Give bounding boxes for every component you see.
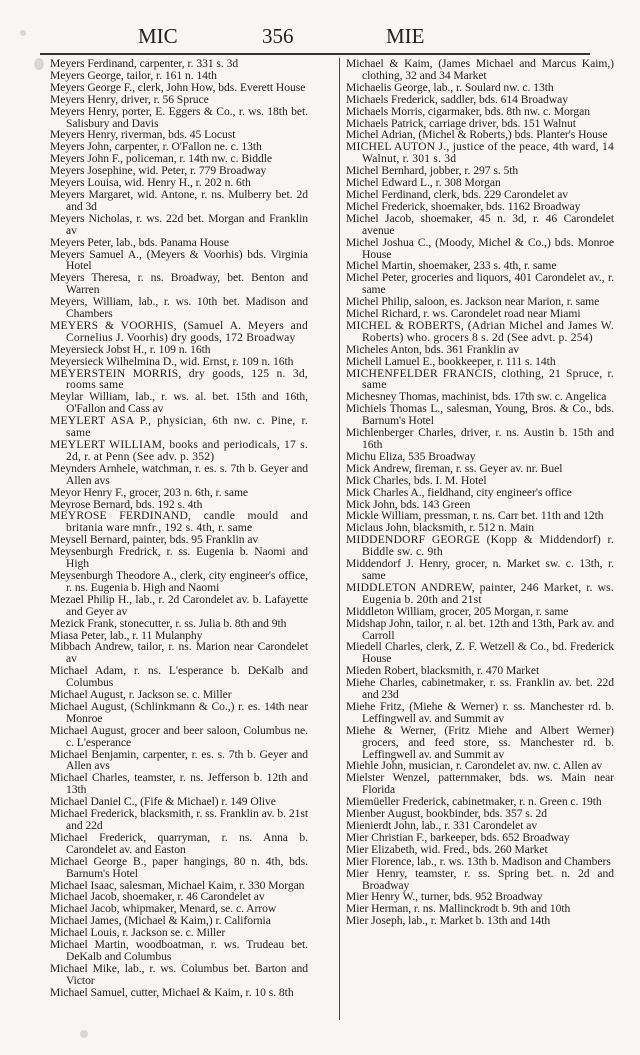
directory-entry: MIDDLETON ANDREW, painter, 246 Market, r. ws. Eugenia b. 20th and 21st: [346, 580, 614, 606]
directory-entry: Michael Isaac, salesman, Michael Kaim, r. 330 Morgan: [50, 878, 305, 892]
ink-smudge: [34, 58, 44, 70]
directory-entry: Michesney Thomas, machinist, bds. 17th sw. c. Angelica: [346, 390, 607, 404]
directory-entry: Michael Daniel C., (Fife & Michael) r. 149 Olive: [50, 795, 276, 809]
directory-entry: MEYLERT WILLIAM, books and periodicals, 17 s. 2d, r. at Penn (See adv. p. 352): [50, 438, 308, 463]
directory-entry: Mier Elizabeth, wid. Fred., bds. 260 Market: [346, 842, 548, 856]
directory-entry: Michael August, (Schlinkmann & Co.,) r. es. 14th near Monroe: [50, 699, 308, 725]
directory-entry: Meyersieck Wilhelmina D., wid. Ernst, r. 109 n. 16th: [50, 354, 294, 368]
directory-entry: Michel Bernhard, jobber, r. 297 s. 5th: [346, 164, 519, 178]
directory-entry: Meyers John, carpenter, r. O'Fallon ne. c. 13th: [50, 140, 262, 154]
directory-entry: Miclaus John, blacksmith, r. 512 n. Main: [346, 521, 534, 535]
page-number: 356: [262, 24, 294, 48]
directory-entry: Michael Adam, r. ns. L'esperance b. DeKalb and Columbus: [50, 664, 308, 690]
directory-entry: Mick Andrew, fireman, r. ss. Geyer av. nr. Buel: [346, 461, 563, 475]
directory-entry: Meyers Nicholas, r. ws. 22d bet. Morgan and Franklin av: [50, 211, 308, 237]
directory-entry: Michael August, grocer and beer saloon, Columbus ne. c. L'esperance: [50, 723, 308, 749]
directory-entry: Meyers George, tailor, r. 161 n. 14th: [50, 68, 217, 82]
directory-entry: Miedell Charles, clerk, Z. F. Wetzell & Co., bd. Frederick House: [346, 640, 614, 666]
directory-entry: Meysell Bernard, painter, bds. 95 Franklin av: [50, 533, 259, 547]
directory-entry: Meynders Arnhele, watchman, r. es. s. 7th b. Geyer and Allen avs: [50, 461, 308, 487]
directory-entry: MICHEL & ROBERTS, (Adrian Michel and James W. Roberts) who. grocers 8 s. 2d (See advt. p. 254): [346, 318, 614, 344]
directory-entry: Meyersieck Jobst H., r. 109 n. 16th: [50, 342, 211, 356]
directory-entry: Michaels Patrick, carriage driver, bds. 151 Walnut: [346, 116, 576, 130]
directory-entry: Michel Edward L., r. 308 Morgan: [346, 176, 501, 190]
directory-entry: Meyers, William, lab., r. ws. 10th bet. Madison and Chambers: [50, 295, 308, 321]
directory-entry: Middendorf J. Henry, grocer, n. Market sw. c. 13th, r. same: [346, 557, 614, 582]
directory-entry: Michael Charles, teamster, r. ns. Jefferson b. 12th and 13th: [50, 771, 308, 797]
directory-entry: Michael Mike, lab., r. ws. Columbus bet. Barton and Victor: [50, 961, 308, 987]
directory-entry: Michell Lamuel E., bookkeeper, r. 111 s. 14th: [346, 354, 556, 368]
directory-entry: MIDDENDORF GEORGE (Kopp & Middendorf) r. Biddle sw. c. 9th: [346, 533, 614, 559]
directory-entry: MEYROSE FERDINAND, candle mould and britania ware mnfr., 192 s. 4th, r. same: [50, 509, 308, 535]
directory-entry: Mier Christian F., barkeeper, bds. 652 Broadway: [346, 830, 570, 844]
directory-entry: Michaels Frederick, saddler, bds. 614 Broadway: [346, 92, 568, 106]
directory-entry: Mier Henry W., turner, bds. 952 Broadway: [346, 890, 543, 904]
directory-entry: Mick Charles A., fieldhand, city engineer's office: [346, 485, 572, 499]
directory-entry: Michel Joshua C., (Moody, Michel & Co.,) bds. Monroe House: [346, 235, 614, 261]
directory-entry: Miehle John, musician, r. Carondelet av. nw. c. Allen av: [346, 759, 603, 773]
directory-entry: Meyers Margaret, wid. Antone, r. ns. Mulberry bet. 2d and 3d: [50, 187, 308, 213]
directory-entry: MEYERS & VOORHIS, (Samuel A. Meyers and Cornelius J. Voorhis) dry goods, 172 Broadway: [50, 318, 308, 344]
directory-entry: Michael Benjamin, carpenter, r. es. s. 7th b. Geyer and Allen avs: [50, 747, 308, 773]
directory-entry: Mielster Wenzel, patternmaker, bds. ws. Main near Florida: [346, 771, 614, 797]
directory-entry: Meyers George F., clerk, John How, bds. Everett House: [50, 80, 306, 94]
directory-entry: Miehe Charles, cabinetmaker, r. ss. Franklin av. bet. 22d and 23d: [346, 676, 614, 702]
directory-entry: Michaels Morris, cigarmaker, bds. 8th nw. c. Morgan: [346, 104, 590, 118]
directory-entry: Micheles Anton, bds. 361 Franklin av: [346, 342, 520, 356]
right-column: [346, 58, 614, 927]
left-column: [50, 58, 308, 999]
directory-entry: Meyers Samuel A., (Meyers & Voorhis) bds. Virginia Hotel: [50, 247, 308, 273]
directory-entry: Mieden Robert, blacksmith, r. 470 Market: [346, 664, 540, 678]
directory-entry: Michlenberger Charles, driver, r. ns. Austin b. 15th and 16th: [346, 426, 614, 451]
directory-entry: Michael Jacob, shoemaker, r. 46 Carondelet av: [50, 890, 265, 904]
directory-entry: Michael Frederick, quarryman, r. ns. Anna b. Carondelet av. and Easton: [50, 830, 308, 856]
directory-entry: Michel Ferdinand, clerk, bds. 229 Carondelet av: [346, 187, 569, 201]
directory-entry: Midshap John, tailor, r. al. bet. 12th and 13th, Park av. and Carroll: [346, 616, 614, 642]
directory-entry: Michel Richard, r. ws. Carondelet road near Miami: [346, 307, 581, 321]
directory-entry: Mienber August, bookbinder, bds. 357 s. 2d: [346, 807, 547, 821]
directory-entry: Miehe & Werner, (Fritz Miehe and Albert Werner) grocers, and feed store, ss. Manchester rd. b. Leffingwell av. and Summit av: [346, 723, 614, 761]
page-header: [40, 24, 640, 52]
directory-entry: Michael Jacob, whipmaker, Menard, se. c. Arrow: [50, 902, 277, 916]
directory-entry: Meyers Theresa, r. ns. Broadway, bet. Benton and Warren: [50, 271, 308, 297]
directory-entry: Michael Samuel, cutter, Michael & Kaim, r. 10 s. 8th: [50, 985, 294, 999]
directory-entry: MICHEL AUTON J., justice of the peace, 4th ward, 14 Walnut, r. 301 s. 3d: [346, 140, 614, 166]
directory-entry: Michel Jacob, shoemaker, 45 n. 3d, r. 46 Carondelet avenue: [346, 211, 614, 237]
directory-entry: Michael James, (Michael & Kaim,) r. California: [50, 914, 271, 928]
directory-entry: Meyrose Bernard, bds. 192 s. 4th: [50, 497, 203, 511]
directory-entry: Michael August, r. Jackson se. c. Miller: [50, 688, 232, 702]
directory-entry: MEYERSTEIN MORRIS, dry goods, 125 n. 3d, rooms same: [50, 366, 308, 392]
left-guide-word: MIC: [138, 24, 178, 48]
directory-entry: Mier Herman, r. ns. Mallinckrodt b. 9th and 10th: [346, 902, 571, 916]
directory-entry: Mier Florence, lab., r. ws. 13th b. Madison and Chambers: [346, 854, 611, 868]
directory-entry: Michel Adrian, (Michel & Roberts,) bds. Planter's House: [346, 128, 608, 142]
directory-entry: Michel Martin, shoemaker, 233 s. 4th, r. same: [346, 259, 557, 273]
directory-entry: Mick John, bds. 143 Green: [346, 497, 471, 511]
directory-entry: Meyers Louisa, wid. Henry H., r. 202 n. 6th: [50, 176, 251, 190]
directory-entry: Michel Peter, groceries and liquors, 401 Carondelet av., r. same: [346, 271, 614, 297]
directory-entry: Michael Frederick, blacksmith, r. ss. Franklin av. b. 21st and 22d: [50, 807, 308, 832]
directory-entry: Michael George B., paper hangings, 80 n. 4th, bds. Barnum's Hotel: [50, 854, 308, 880]
directory-entry: Michiels Thomas L., salesman, Young, Bros. & Co., bds. Barnum's Hotel: [346, 402, 614, 428]
directory-entry: Meyers Josephine, wid. Peter, r. 779 Broadway: [50, 164, 267, 178]
directory-entry: Mezael Philip H., lab., r. 2d Carondelet av. b. Lafayette and Geyer av: [50, 592, 308, 618]
directory-entry: Mienierdt John, lab., r. 331 Carondelet av: [346, 819, 538, 832]
directory-entry: Meylar William, lab., r. ws. al. bet. 15th and 16th, O'Fallon and Cass av: [50, 390, 308, 416]
right-guide-word: MIE: [386, 24, 425, 48]
directory-entry: Mezick Frank, stonecutter, r. ss. Julia b. 8th and 9th: [50, 616, 287, 630]
directory-entry: Michael Martin, woodboatman, r. ws. Trudeau bet. DeKalb and Columbus: [50, 938, 308, 963]
directory-entry: Mick Charles, bds. I. M. Hotel: [346, 473, 487, 487]
directory-entry: Miasa Peter, lab., r. 11 Mulanphy: [50, 628, 203, 642]
directory-entry: Miemüeller Frederick, cabinetmaker, r. n. Green c. 19th: [346, 795, 602, 809]
directory-entry: Michael & Kaim, (James Michael and Marcus Kaim,) clothing, 32 and 34 Market: [346, 57, 614, 82]
directory-entry: Meyers Henry, porter, E. Eggers & Co., r. ws. 18th bet. Salisbury and Davis: [50, 104, 308, 130]
directory-entry: Meyor Henry F., grocer, 203 n. 6th, r. same: [50, 485, 249, 499]
directory-entry: Meyers Henry, driver, r. 56 Spruce: [50, 92, 209, 106]
directory-entry: Mier Henry, teamster, r. ss. Spring bet. n. 2d and Broadway: [346, 866, 614, 892]
directory-entry: Miehe Fritz, (Miehe & Werner) r. ss. Manchester rd. b. Leffingwell av. and Summit av: [346, 699, 614, 725]
header-rule: [40, 53, 590, 55]
directory-entry: Meyers John F., policeman, r. 14th nw. c. Biddle: [50, 152, 272, 166]
directory-entry: Meyers Peter, lab., bds. Panama House: [50, 235, 229, 249]
directory-entry: Michu Eliza, 535 Broadway: [346, 449, 476, 463]
directory-entry: Mibbach Andrew, tailor, r. ns. Marion near Carondelet av: [50, 640, 308, 666]
directory-entry: Mier Joseph, lab., r. Market b. 13th and 14th: [346, 914, 551, 928]
directory-entry: Middleton William, grocer, 205 Morgan, r. same: [346, 604, 569, 618]
directory-entry: Meysenburgh Fredrick, r. ss. Eugenia b. Naomi and High: [50, 545, 308, 571]
directory-entry: Michaelis George, lab., r. Soulard nw. c. 13th: [346, 80, 554, 94]
column-divider: [339, 58, 340, 1020]
directory-entry: Meysenburgh Theodore A., clerk, city engineer's office, r. ns. Eugenia b. High and Naomi: [50, 568, 308, 594]
directory-entry: Michael Louis, r. Jackson se. c. Miller: [50, 926, 226, 940]
directory-entry: Michel Frederick, shoemaker, bds. 1162 Broadway: [346, 199, 581, 213]
ink-smudge: [20, 30, 26, 36]
directory-entry: Mickle William, pressman, r. ns. Carr bet. 11th and 12th: [346, 509, 604, 523]
directory-entry: Meyers Henry, riverman, bds. 45 Locust: [50, 128, 236, 142]
directory-entry: Michel Philip, saloon, es. Jackson near Marion, r. same: [346, 295, 600, 309]
ink-smudge: [80, 1030, 88, 1038]
directory-entry: Meyers Ferdinand, carpenter, r. 331 s. 3d: [50, 57, 239, 70]
directory-entry: MEYLERT ASA P., physician, 6th nw. c. Pine, r. same: [50, 414, 308, 440]
directory-entry: MICHENFELDER FRANCIS, clothing, 21 Spruce, r. same: [346, 366, 614, 392]
